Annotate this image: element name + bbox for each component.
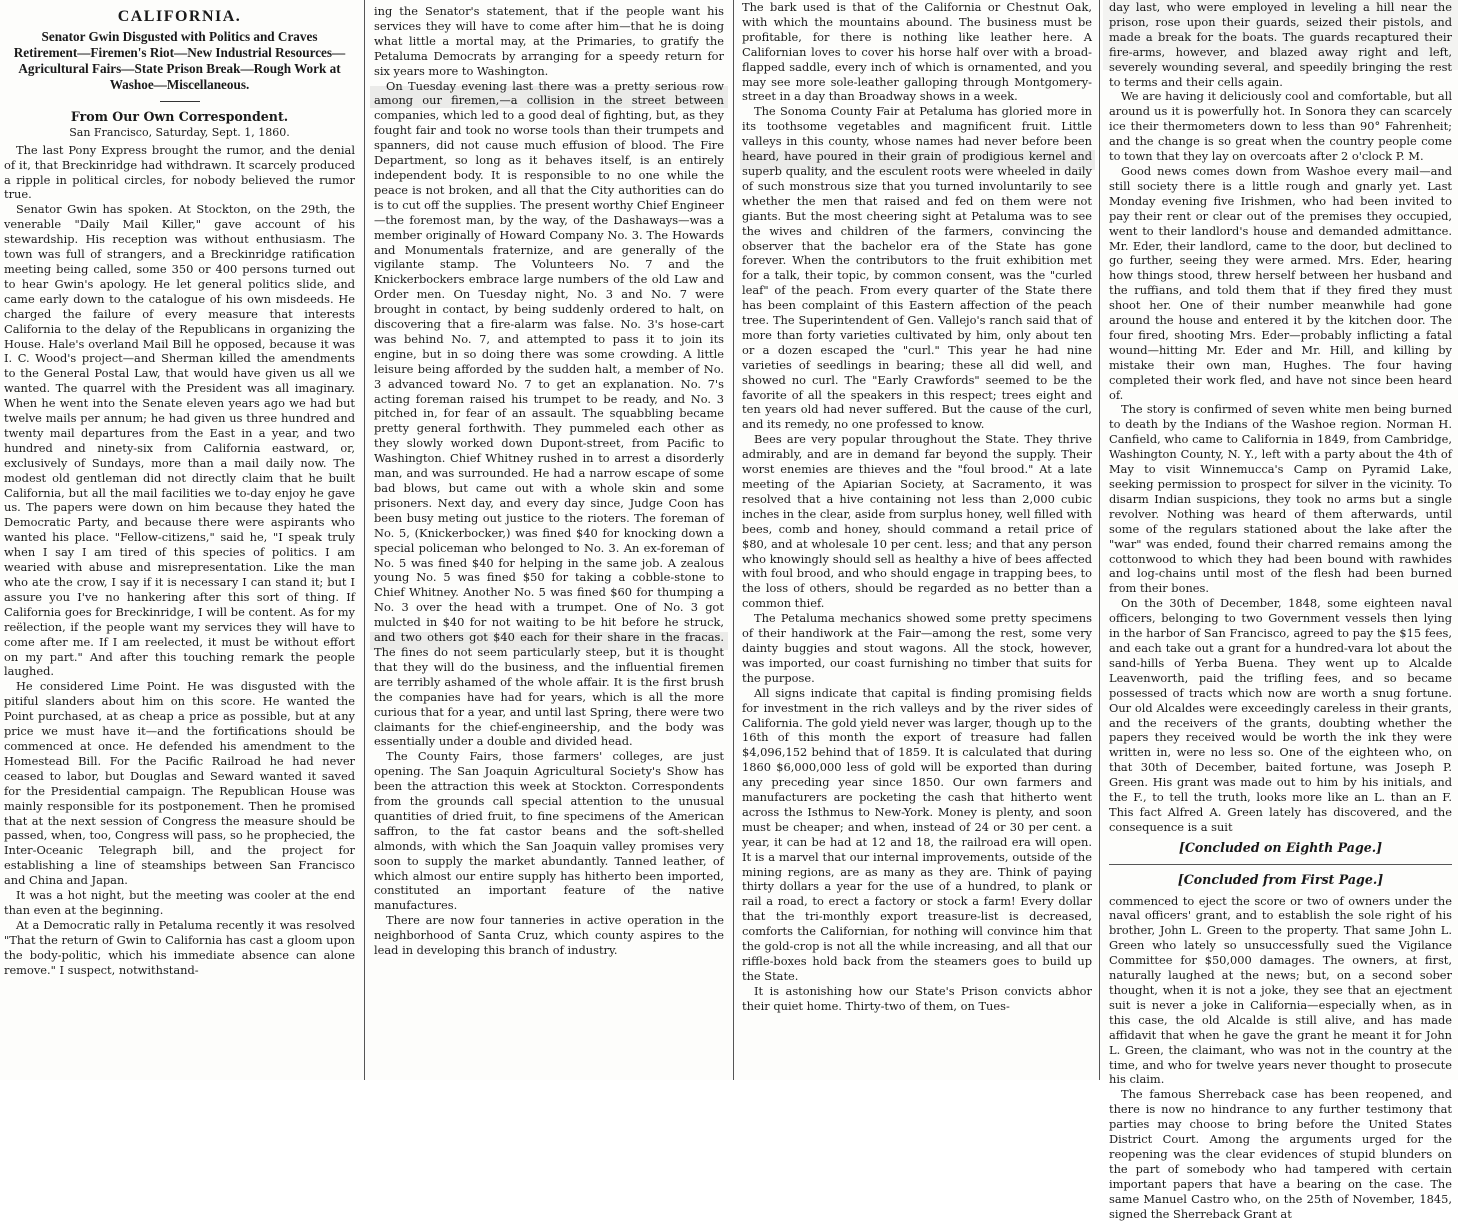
paragraph: He considered Lime Point. He was disgusted with the pitiful slanders about him on this score. He wanted the Point purchased, at as cheap a price as possible, but at any price we must have it—and the fortifications should be commenced at once. He defended his amendment to the Homestead Bill. For the Pacific Railroad he had never ceased to labor, but Douglas and Seward wanted it saved for the Presidential campaign. The Republican House was mainly responsible for its postponement. Then he promised that at the next session of Congress the measure should be passed, when, too, Congress will pass, so he prophecied, the Inter-Oceanic Telegraph bill, and the project for establishing a line of steamships between San Francisco and China and Japan.: [4, 679, 355, 888]
column-3: [738, 0, 1096, 1080]
paragraph: There are now four tanneries in active operation in the neighborhood of Santa Cruz, which county aspires to the lead in developing this branch of industry.: [374, 913, 724, 958]
paragraph: It is astonishing how our State's Prison convicts abhor their quiet home. Thirty-two of them, on Tues-: [742, 983, 1092, 1013]
column-2: [370, 0, 728, 1080]
paragraph: At a Democratic rally in Petaluma recently it was resolved "That the return of Gwin to California has cast a gloom upon the body-politic, which his immediate absence can alone remove." I suspect, notwithstand-: [4, 917, 355, 977]
paragraph: Good news comes down from Washoe every mail—and still society there is a little rough and gnarly yet. Last Monday evening five Irishmen, who had been invited to pay their rent or clear out of the premises they occupied, went to their landlord's house and demanded admittance. Mr. Eder, their landlord, came to the door, but declined to go further, seeing they were armed. Mrs. Eder, hearing how things stood, threw herself between her husband and the ruffians, and told them that if they fired they must shoot her. One of their number meanwhile had gone around the house and entered it by the kitchen door. The four fired, shooting Mrs. Eder—probably inflicting a fatal wound—hitting Mr. Eder and Mr. Hill, and killing by mistake their own man, Hughes. The four having completed their work fled, and have not since been heard of.: [1109, 163, 1452, 402]
section-divider: [1109, 864, 1452, 865]
paragraph: It was a hot night, but the meeting was cooler at the end than even at the beginning.: [4, 888, 355, 917]
continued-notice: [Concluded on Eighth Page.]: [1178, 839, 1383, 855]
column-rule: [364, 0, 365, 1080]
paragraph: Bees are very popular throughout the State. They thrive admirably, and are in demand far beyond the supply. Their worst enemies are thieves and the "foul brood." At a late meeting of the Apiarian Society, at Sacramento, it was resolved that a hive containing not less than 2,000 cubic inches in the clear, aside from surplus honey, well filled with bees, comb and honey, should command a retail price of $80, and at wholesale 10 per cent. less; and that any person who knowingly should sell as healthy a hive of bees affected with foul brood, and who should engage in trapping bees, to the loss of others, should be regarded as no better than a common thief.: [742, 432, 1092, 611]
paragraph: The Sonoma County Fair at Petaluma has gloried more in its toothsome vegetables and magnificent fruit. Little valleys in this county, whose names had never before been heard, have poured in their grain of prodigious kernel and superb quality, and the esculent roots were wheeled in daily of such monstrous size that you turned involuntarily to see whether the men that raised and fed on them were not giants. But the most cheering sight at Petaluma was to see the wives and children of the farmers, convincing the observer that the bachelor era of the State has gone forever. When the contributors to the fruit exhibition met for a talk, their topic, by common consent, was the "curled leaf" of the peach. From every quarter of the State there has been complaint of this Eastern affection of the peach tree. The Superintendent of Gen. Vallejo's ranch said that of more than forty varieties cultivated by him, only about ten or a dozen escaped the "curl." This year he had nine varieties of seedlings in bearing; these all did well, and showed no curl. The "Early Crawfords" seemed to be the favorite of all the speakers in this respect; trees eight and ten years old had never suffered. But the cause of the curl, and its remedy, no one professed to know.: [742, 104, 1092, 432]
paragraph: Senator Gwin has spoken. At Stockton, on the 29th, the venerable "Daily Mail Killer," gave account of his stewardship. His reception was without enthusiasm. The town was full of strangers, and a Breckinridge ratification meeting being called, some 350 or 400 persons turned out to hear Gwin's apology. He let general politics slide, and came early down to the catalogue of his own misdeeds. He charged the failure of every measure that interests California to the delay of the Republicans in organizing the House. Hale's overland Mail Bill he opposed, because it was I. C. Wood's project—and Sherman killed the amendments to the General Postal Law, that would have given us all we wanted. The quarrel with the President was all imaginary. When he went into the Senate eleven years ago we had but twelve mails per annum; he had given us three hundred and twenty mail departures from the East in a year, and two hundred and ninety-six from California eastward, or, exclusively of Sundays, more than a mail daily now. The modest old gentleman did not directly claim that he built California, but all the mail facilities we to-day enjoy he gave us. The papers were down on him because they hated the Democratic Party, and because there were aspirants who wanted his place. "Fellow-citizens," said he, "I speak truly when I say I am tired of this species of politics. I am wearied with abuse and misrepresentation. Like the man who ate the crow, I say if it is necessary I can stand it; but I assure you I've no hankering after this sort of thing. If California goes for Breckinridge, I will be content. As for my reëlection, if the people want my services they will have to come after me. If I am reelected, it must be without effort on my part." And after this touching remark the people laughed.: [4, 202, 355, 679]
article-deck: Senator Gwin Disgusted with Politics and Craves Retirement—Firemen's Riot—New Industrial Resources—Agricultural Fairs—State Prison Break—Rough Work at Washoe—Miscellaneous.: [13, 28, 346, 92]
paragraph: The bark used is that of the California or Chestnut Oak, with which the mountains abound. The business must be profitable, for there is nothing like leather here. A Californian loves to cover his horse half over with a broad-flapped saddle, every inch of which is ornamented, and you may see more sole-leather galloping through Montgomery-street in a day than Broadway shows in a week.: [742, 0, 1092, 104]
paragraph: The County Fairs, those farmers' colleges, are just opening. The San Joaquin Agricultural Society's Show has been the attraction this week at Stockton. Correspondents from the grounds call special attention to the unusual quantities of dried fruit, to fine specimens of the American saffron, to the fat castor beans and the soft-shelled almonds, with which the San Joaquin valley promises very soon to supply the market abundantly. Tanned leather, of which almost our entire supply has hitherto been imported, constituted an important feature of the native manufactures.: [374, 749, 724, 913]
byline: From Our Own Correspondent.: [70, 108, 289, 124]
article-title: CALIFORNIA.: [117, 8, 242, 25]
paragraph: The Petaluma mechanics showed some pretty specimens of their handiwork at the Fair—among the rest, some very dainty buggies and stout wagons. All the stock, however, was imported, our coast furnishing no timber that suits for the purpose.: [742, 611, 1092, 685]
column-4: [1103, 0, 1458, 1221]
paragraph: The last Pony Express brought the rumor, and the denial of it, that Breckinridge had withdrawn. It scarcely produced a ripple in political circles, for nobody believed the rumor true.: [4, 142, 355, 202]
paragraph: The famous Sherreback case has been reopened, and there is now no hindrance to any further testimony that parties may choose to bring before the United States District Court. Among the arguments urged for the reopening was the clear evidences of stupid blunders on the part of somebody who had tampered with certain important papers that have a bearing on the case. The same Manuel Castro who, on the 25th of November, 1845, signed the Sherreback Grant at: [1109, 1087, 1452, 1221]
paragraph: On Tuesday evening last there was a pretty serious row among our firemen,—a collision in the street between companies, which led to a good deal of fighting, but, as they fought fair and took no worse tools than their trumpets and spanners, did not cause much effusion of blood. The Fire Department, so long as it behaves itself, is an entirely independent body. It is responsible to no one while the peace is not broken, and all that the City authorities can do is to cut off the supplies. The present worthy Chief Engineer—the foremost man, by the way, of the Dashaways—was a member originally of Howard Company No. 3. The Howards and Monumentals fraternize, and are generally of the vigilante stamp. The Volunteers No. 7 and the Knickerbockers embrace large numbers of the old Law and Order men. On Tuesday night, No. 3 and No. 7 were brought in contact, by being suddenly ordered to halt, on discovering that a fire-alarm was false. No. 3's hose-cart was behind No. 7, and attempted to pass it to join its engine, but in so doing there was some crowding. A little leisure being afforded by the sudden halt, a member of No. 3 advanced toward No. 7 to get an explanation. No. 7's acting foreman raised his trumpet to be ready, and No. 3 pitched in, for fear of an assault. The squabbling became pretty general forthwith. They pummeled each other as they slowly worked down Dupont-street, from Pacific to Washington. Chief Whitney rushed in to arrest a disorderly man, and was surrounded. He had a narrow escape of some bad blows, but came out with a whole skin and some prisoners. Next day, and every day since, Judge Coon has been busy meting out justice to the rioters. The foreman of No. 5, (Knickerbocker,) was fined $40 for knocking down a special policeman who belonged to No. 3. An ex-foreman of No. 5 was fined $40 for helping in the same job. A zealous young No. 5 was fined $50 for taking a cobble-stone to Chief Whitney. Another No. 5 was fined $60 for thumping a No. 3 over the head with a trumpet. One of No. 3 got mulcted in $40 for not waiting to be hit before he struck, and two others got $40 each for their share in the fracas. The fines do not seem particularly steep, but it is thought that they will do the business, and the influential firemen are terribly ashamed of the whole affair. It is the first brush the companies have had for years, which is all the more curious that for a year, and until last Spring, there were two claimants for the chief-engineership, and the body was essentially under a double and divided head.: [374, 78, 724, 749]
paragraph: day last, who were employed in leveling a hill near the prison, rose upon their guards, seized their pistols, and made a break for the boats. The guards recaptured their fire-arms, however, and blazed away right and left, severely wounding several, and speedily bringing the rest to terms and their cells again.: [1109, 0, 1452, 89]
short-rule: [160, 101, 200, 102]
column-1: [0, 0, 359, 1080]
paragraph: ing the Senator's statement, that if the people want his services they will have to come after him—that he is doing what little a mortal may, at the Primaries, to gratify the Petaluma Democrats by arranging for a speedy return for six years more to Washington.: [374, 4, 724, 78]
paragraph: commenced to eject the score or two of owners under the naval officers' grant, and to establish the sole right of his brother, John L. Green to the property. That same John L. Green who lately so unsuccessfully sued the Vigilance Committee for $50,000 damages. The owners, at first, naturally laughed at the news; but, on a second sober thought, when it is not a joke, they see that an ejectment suit is never a joke in California—especially when, as in this case, the old Alcalde is still alive, and has made affidavit that when he gave the grant he meant it for John L. Green, the claimant, who was not in the country at the time, and who for twelve years never thought to prosecute his claim.: [1109, 893, 1452, 1087]
paragraph: On the 30th of December, 1848, some eighteen naval officers, belonging to two Government vessels then lying in the harbor of San Francisco, agreed to pay the $15 fees, and each take out a grant for a hundred-vara lot about the sand-hills of Yerba Buena. They went up to Alcalde Leavenworth, paid the trifling fees, and so became possessed of tracts which now are worth a snug fortune. Our old Alcaldes were exceedingly careless in their grants, and the receivers of the grants, doubting whether the papers they received would be worth the ink they were written in, were no less so. One of the eighteen who, on that 30th of December, baited fortune, was Joseph P. Green. His grant was made out to him by his initials, and the F., to tell the truth, looks more like an L. than an F. This fact Alfred A. Green lately has discovered, and the consequence is a suit: [1109, 596, 1452, 834]
column-rule: [733, 0, 734, 1080]
paragraph: All signs indicate that capital is finding promising fields for investment in the rich valleys and by the river sides of California. The gold yield never was larger, though up to the 16th of this month the export of treasure had fallen $4,096,152 behind that of 1859. It is calculated that during 1860 $6,000,000 less of gold will be exported than during any preceding year since 1850. Our own farmers and manufacturers are pocketing the cash that hitherto went across the Isthmus to New-York. Money is plenty, and soon must be cheaper; and when, instead of 24 or 30 per cent. a year, it can be had at 12 and 18, the railroad era will open. It is a marvel that our internal improvements, outside of the mining regions, are as many as they are. Think of paying thirty dollars a year for the use of a hundred, to plank or rail a road, to erect a factory or stock a farm! Every dollar that the tri-monthly export treasure-list is decreased, comforts the Californian, for nothing will convince him that the gold-crop is not all the while increasing, and all that our riffle-boxes hold back from the steamers goes to build up the State.: [742, 685, 1092, 983]
dateline: San Francisco, Saturday, Sept. 1, 1860.: [69, 125, 290, 139]
paragraph: We are having it deliciously cool and comfortable, but all around us it is powerfully hot. In Sonora they can scarcely ice their thermometers down to less than 90° Fahrenheit; and the change is so great when the country people come to town that they lay on overcoats after 2 o'clock P. M.: [1109, 89, 1452, 164]
paragraph: The story is confirmed of seven white men being burned to death by the Indians of the Washoe region. Norman H. Canfield, who came to California in 1849, from Cambridge, Washington County, N. Y., left with a party about the 4th of May to visit Winnemucca's Camp on Pyramid Lake, seeking permission to prospect for silver in the vicinity. To disarm Indian suspicions, they took no arms but a single revolver. Nothing was heard of them afterwards, until some of the regulars stationed about the lake after the "war" was ended, found their charred remains among the cottonwood to which they had been bound with rawhides and log-chains until most of the flesh had been burned from their bones.: [1109, 402, 1452, 596]
continued-notice: [Concluded from First Page.]: [1177, 871, 1384, 887]
column-rule: [1099, 0, 1100, 1080]
